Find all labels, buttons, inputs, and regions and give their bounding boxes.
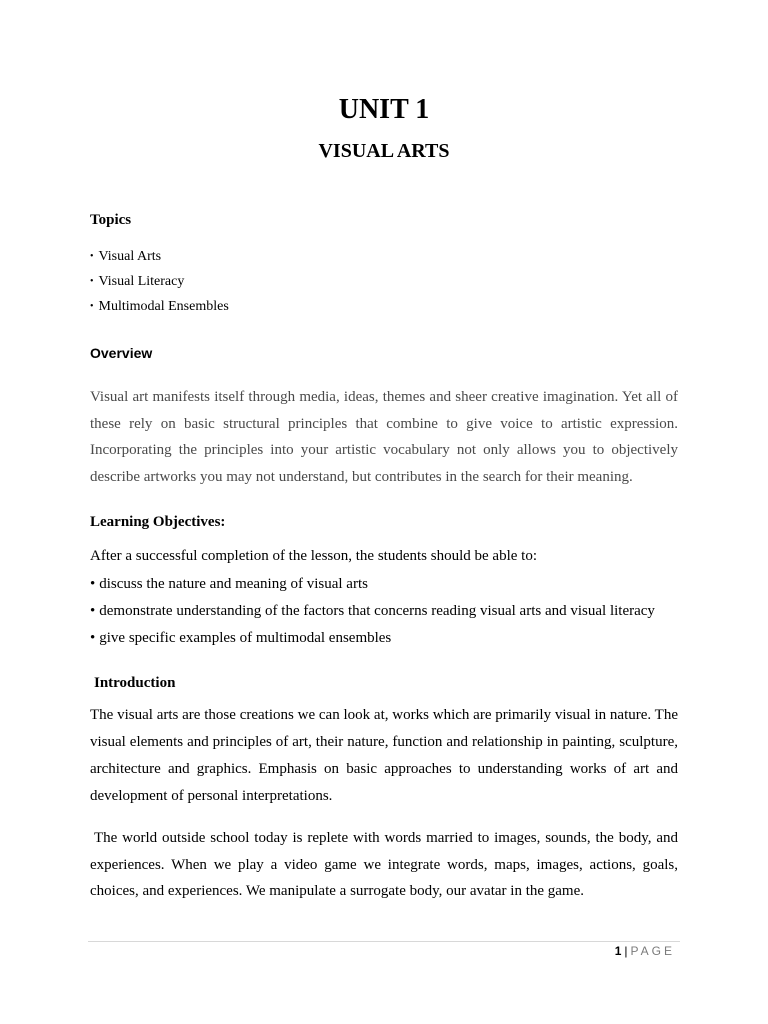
- objective-item: • demonstrate understanding of the factors that concerns reading visual arts and visual literacy: [90, 598, 655, 625]
- objective-item: • give specific examples of multimodal ensembles: [90, 625, 655, 652]
- topics-list: [90, 244, 229, 319]
- overview-paragraph: Visual art manifests itself through media, ideas, themes and sheer creative imagination. Yet all of these rely on basic structural principles that combine to give voice to artistic expression. Incorporating the principles into your artistic vocabulary not only allows you to objectively describe artworks you may not understand, but contributes in the search for their meaning.: [90, 389, 678, 485]
- topic-item: • Visual Literacy: [90, 269, 229, 294]
- footer-separator: |: [624, 944, 628, 958]
- footer-divider: [88, 941, 680, 942]
- unit-title: UNIT 1: [338, 94, 430, 125]
- topic-item: • Multimodal Ensembles: [90, 294, 229, 319]
- objectives-list: [90, 571, 655, 652]
- objectives-intro: After a successful completion of the lesson, the students should be able to:: [90, 548, 537, 564]
- topics-heading: Topics: [90, 212, 132, 228]
- introduction-paragraph: The visual arts are those creations we can look at, works which are primarily visual in nature. The visual elements and principles of art, their nature, function and relationship in painting, sculpture, architecture and graphics. Emphasis on basic approaches to understanding works of art and development of personal interpretations.: [90, 707, 678, 804]
- objective-item: • discuss the nature and meaning of visual arts: [90, 571, 655, 598]
- unit-subtitle: VISUAL ARTS: [318, 140, 450, 162]
- objectives-heading: Learning Objectives:: [90, 514, 226, 530]
- page-number: 1: [614, 944, 622, 958]
- page-footer: [615, 943, 675, 959]
- overview-heading: Overview: [90, 345, 153, 361]
- topic-item: • Visual Arts: [90, 244, 229, 269]
- page-label: PAGE: [630, 944, 675, 958]
- world-paragraph: The world outside school today is replete with words married to images, sounds, the body, and experiences. When we play a video game we integrate words, maps, images, actions, goals, choices, and experiences. We manipulate a surrogate body, our avatar in the game.: [90, 830, 678, 899]
- introduction-heading: Introduction: [94, 675, 176, 691]
